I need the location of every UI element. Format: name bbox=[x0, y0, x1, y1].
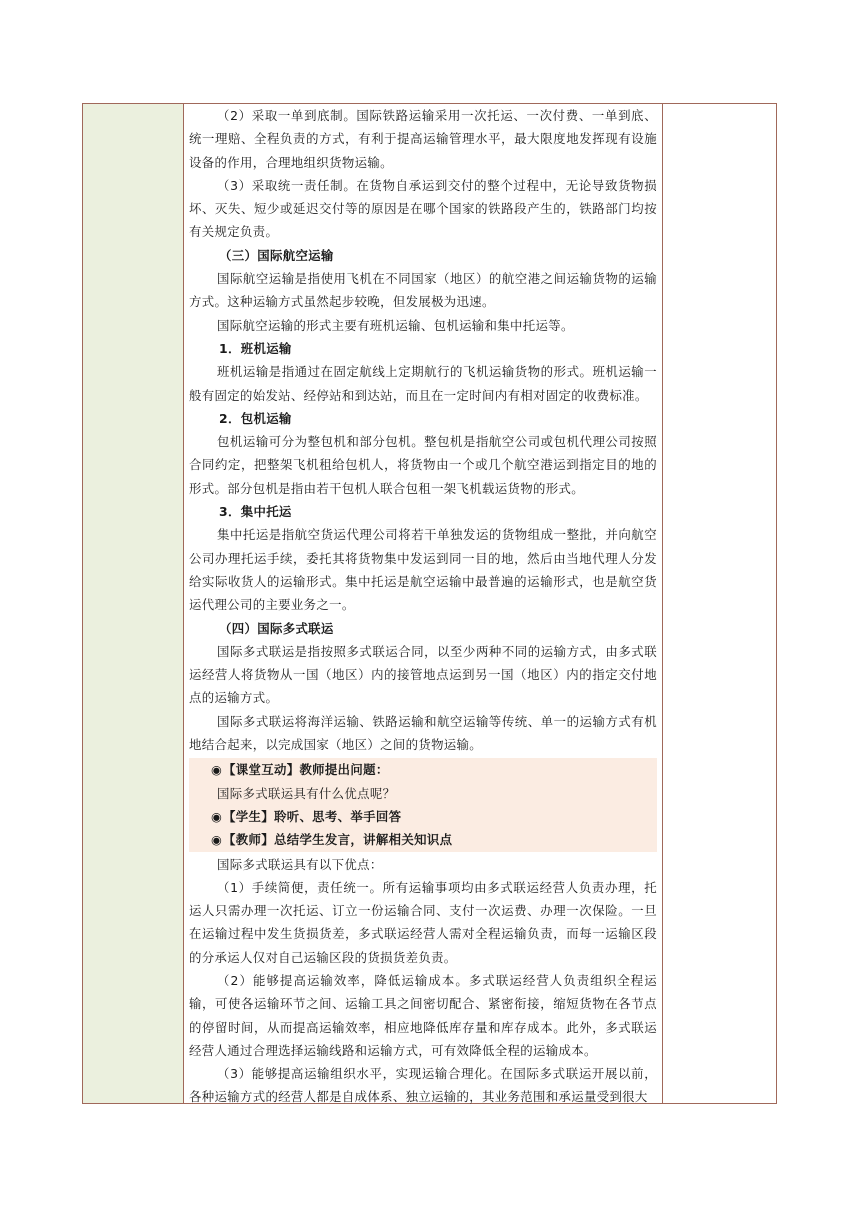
paragraph-charter-flight: 包机运输可分为整包机和部分包机。整包机是指航空公司或包机代理公司按照合同约定，把整架飞机租给包机人，将货物由一个或几个航空港运到指定目的地的形式。部分包机是指由若干包机人联合包租一架飞机载运货物的形式。 bbox=[189, 434, 657, 496]
heading-scheduled-flight: 1．班机运输 bbox=[219, 340, 292, 356]
interaction-student bbox=[189, 805, 657, 828]
paragraph-advantage-3: （3）能够提高运输组织水平，实现运输合理化。在国际多式联运开展以前，各种运输方式的经营人都是自成体系、独立运输的，其业务范围和承运量受到很大 bbox=[189, 1066, 657, 1105]
lesson-table bbox=[82, 103, 777, 1104]
paragraph-advantage-1: （1）手续简便，责任统一。所有运输事项均由多式联运经营人负责办理，托运人只需办理一次托运、订立一份运输合同、支付一次运费、办理一次保险。一旦在运输过程中发生货损货差，多式联运经营人需对全程运输负责，而每一运输区段的分承运人仅对自己运输区段的货损货差负责。 bbox=[189, 879, 657, 965]
bullet-icon: ◉ bbox=[211, 762, 223, 778]
interaction-line-1: 【课堂互动】教师提出问题： bbox=[223, 762, 389, 778]
heading-air-transport: （三）国际航空运输 bbox=[219, 247, 334, 263]
paragraph-scheduled-flight: 班机运输是指通过在固定航线上定期航行的飞机运输货物的形式。班机运输一般有固定的始发站、经停站和到达站，而且在一定时间内有相对固定的收费标准。 bbox=[189, 364, 657, 403]
content-cell bbox=[189, 104, 657, 1109]
interaction-line-4: 【教师】总结学生发言，讲解相关知识点 bbox=[223, 832, 453, 848]
paragraph-railway-2: （2）采取一单到底制。国际铁路运输采用一次托运、一次付费、一单到底、统一理赔、全程负责的方式，有利于提高运输管理水平，最大限度地发挥现有设施设备的作用，合理地组织货物运输。 bbox=[189, 108, 657, 170]
right-column-cell bbox=[662, 104, 776, 1103]
interaction-question-text: 国际多式联运具有什么优点呢？ bbox=[217, 785, 396, 801]
paragraph-railway-3: （3）采取统一责任制。在货物自承运到交付的整个过程中，无论导致货物损坏、灭失、短少或延迟交付等的原因是在哪个国家的铁路段产生的，铁路部门均按有关规定负责。 bbox=[189, 177, 657, 240]
paragraph-multimodal-definition: 国际多式联运是指按照多式联运合同，以至少两种不同的运输方式，由多式联运经营人将货物从一国（地区）内的接管地点运到另一国（地区）内的指定交付地点的运输方式。 bbox=[189, 643, 657, 706]
paragraph-air-definition: 国际航空运输是指使用飞机在不同国家（地区）的航空港之间运输货物的运输方式。这种运输方式虽然起步较晚，但发展极为迅速。 bbox=[189, 271, 657, 310]
interaction-line-3: 【学生】聆听、思考、举手回答 bbox=[223, 808, 402, 824]
paragraph-consolidation: 集中托运是指航空货运代理公司将若干单独发运的货物组成一整批，并向航空公司办理托运手续，委托其将货物集中发运到同一目的地，然后由当地代理人分发给实际收货人的运输形式。集中托运是航空运输中最普遍的运输形式，也是航空货运代理公司的主要业务之一。 bbox=[189, 527, 657, 613]
heading-consolidation: 3．集中托运 bbox=[219, 504, 292, 520]
paragraph-multimodal-combine: 国际多式联运将海洋运输、铁路运输和航空运输等传统、单一的运输方式有机地结合起来，以完成国家（地区）之间的货物运输。 bbox=[189, 713, 657, 753]
bullet-icon: ◉ bbox=[211, 832, 223, 848]
interaction-teacher-question bbox=[189, 758, 657, 781]
paragraph-air-forms: 国际航空运输的形式主要有班机运输、包机运输和集中托运等。 bbox=[217, 317, 574, 333]
classroom-interaction-box bbox=[189, 758, 657, 851]
interaction-teacher-summary bbox=[189, 828, 657, 851]
bullet-icon: ◉ bbox=[211, 808, 223, 824]
left-column-cell bbox=[83, 104, 184, 1103]
paragraph-advantages-intro: 国际多式联运具有以下优点： bbox=[217, 856, 383, 872]
paragraph-advantage-2: （2）能够提高运输效率，降低运输成本。多式联运经营人负责组织全程运输，可使各运输环节之间、运输工具之间密切配合、紧密衔接，缩短货物在各节点的停留时间，从而提高运输效率，相应地降低库存量和库存成本。此外，多式联运经营人通过合理选择运输线路和运输方式，可有效降低全程的运输成本。 bbox=[189, 972, 657, 1058]
heading-multimodal: （四）国际多式联运 bbox=[219, 620, 334, 636]
heading-charter-flight: 2．包机运输 bbox=[219, 410, 292, 426]
